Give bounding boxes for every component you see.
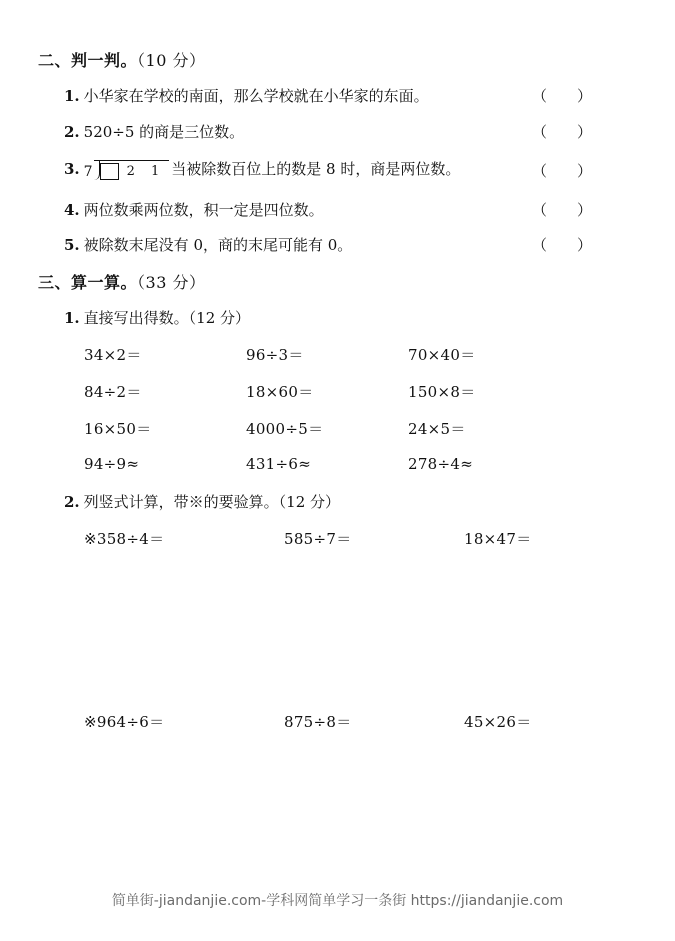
vertical-calc-item: ※358÷4＝ [84,530,165,548]
paren-close: ） [576,162,592,180]
question-number: 4. [64,201,80,219]
paren-close: ） [576,236,592,254]
mental-item: 94÷9≈ [84,455,140,473]
section-title-text: 二、判一判。 [38,51,138,70]
division-bracket [94,160,170,180]
mental-item: 431÷6≈ [246,455,312,473]
vertical-calc-item: 585÷7＝ [284,530,352,548]
answer-parens-1[interactable] [532,85,592,106]
judge-question-5 [64,234,352,255]
subsection-number: 2. [64,493,80,511]
section-title-text: 三、算一算。 [38,273,138,292]
vertical-calc-item: 875÷8＝ [284,713,352,731]
paren-open: （ [532,236,548,254]
subsection-title-mental [64,307,250,328]
mental-item: 18×60＝ [246,383,314,401]
answer-parens-4[interactable] [532,199,592,220]
answer-parens-3[interactable] [532,160,592,181]
divisor: 7 [83,164,93,180]
subsection-title-vertical [64,491,340,512]
vertical-calc-item: 45×26＝ [464,713,532,731]
paren-close: ） [576,87,592,105]
mental-item: 16×50＝ [84,420,152,438]
section-score: （33 分） [137,273,206,292]
question-text: 520÷5 的商是三位数。 [83,123,245,141]
mental-item: 24×5＝ [408,420,466,438]
dividend-digits: 2 1 [126,164,166,179]
subsection-text: 直接写出得数。（12 分） [83,309,251,327]
vertical-calc-item: ※964÷6＝ [84,713,165,731]
question-number: 5. [64,236,80,254]
question-number: 2. [64,123,80,141]
blank-box[interactable] [100,163,119,180]
footer-watermark: 简单街-jiandanjie.com-学科网简单学习一条街 https://jiandanjie.com [111,893,564,909]
subsection-number: 1. [64,309,80,327]
question-text: 小华家在学校的南面，那么学校就在小华家的东面。 [83,87,429,105]
question-text: 两位数乘两位数，积一定是四位数。 [83,201,324,219]
subsection-text: 列竖式计算，带※的要验算。（12 分） [83,493,341,511]
judge-question-1 [64,85,429,106]
section-score: （10 分） [137,51,206,70]
section-title-judge [38,48,205,71]
answer-parens-2[interactable] [532,121,592,142]
question-text: 被除数末尾没有 0，商的末尾可能有 0。 [83,236,353,254]
paren-open: （ [532,123,548,141]
paren-close: ） [576,123,592,141]
question-number: 3. [64,160,80,178]
mental-item: 96÷3＝ [246,346,304,364]
judge-question-4 [64,199,324,220]
mental-item: 70×40＝ [408,346,476,364]
question-text: 当被除数百位上的数是 8 时，商是两位数。 [171,160,461,178]
judge-question-2 [64,121,244,142]
paren-open: （ [532,162,548,180]
mental-item: 150×8＝ [408,383,476,401]
mental-item: 84÷2＝ [84,383,142,401]
mental-item: 4000÷5＝ [246,420,324,438]
vertical-calc-item: 18×47＝ [464,530,532,548]
question-number: 1. [64,87,80,105]
paren-open: （ [532,87,548,105]
mental-item: 34×2＝ [84,346,142,364]
answer-parens-5[interactable] [532,234,592,255]
section-title-calculate [38,270,205,293]
judge-question-3 [64,158,460,180]
long-division-symbol [84,160,170,180]
paren-open: （ [532,201,548,219]
mental-item: 278÷4≈ [408,455,474,473]
paren-close: ） [576,201,592,219]
